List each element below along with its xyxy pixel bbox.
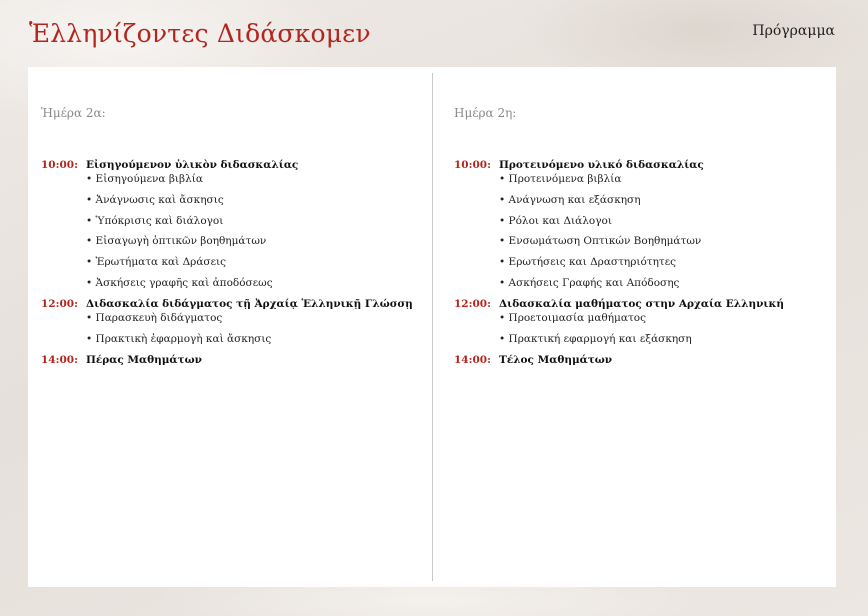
session-time: 10:00: bbox=[454, 159, 491, 171]
session-items bbox=[499, 172, 834, 290]
page-title: Ἑλληνίζοντες Διδάσκομεν bbox=[29, 19, 371, 48]
session-title: Διδασκαλία διδάγματος τῇ Ἀρχαίᾳ Ἑλληνικῇ Γλώσσῃ bbox=[86, 297, 413, 310]
schedule-session bbox=[41, 158, 421, 290]
session-title: Πέρας Μαθημάτων bbox=[86, 353, 202, 366]
list-item: • Προτεινόμενα βιβλία bbox=[499, 172, 834, 186]
session-list bbox=[41, 158, 421, 374]
day-heading: Ἡμέρα 2α: bbox=[41, 106, 106, 120]
session-title: Τέλος Μαθημάτων bbox=[499, 353, 613, 366]
session-title: Διδασκαλία μαθήματος στην Αρχαία Ελληνική bbox=[499, 297, 785, 310]
schedule-session bbox=[454, 158, 834, 290]
session-body bbox=[86, 158, 421, 290]
list-item: • Προετοιμασία μαθήματος bbox=[499, 311, 834, 325]
column-divider bbox=[432, 73, 433, 581]
list-item: • Ερωτήσεις και Δραστηριότητες bbox=[499, 255, 834, 269]
session-title: Προτεινόμενο υλικό διδασκαλίας bbox=[499, 159, 704, 171]
session-time: 10:00: bbox=[41, 159, 78, 171]
session-time: 14:00: bbox=[454, 353, 491, 366]
schedule-session bbox=[41, 297, 421, 346]
list-item: • Εἰσηγούμενα βιβλία bbox=[86, 172, 421, 186]
list-item: • Ἀνάγνωσις καὶ ἄσκησις bbox=[86, 193, 421, 207]
list-item: • Ἐρωτήματα καὶ Δράσεις bbox=[86, 255, 421, 269]
session-body bbox=[499, 158, 834, 290]
schedule-sheet bbox=[28, 67, 836, 587]
list-item: • Πρακτικὴ ἐφαρμογὴ καὶ ἄσκησις bbox=[86, 332, 421, 346]
list-item: • Ρόλοι και Διάλογοι bbox=[499, 214, 834, 228]
list-item: • Ασκήσεις Γραφής και Απόδοσης bbox=[499, 276, 834, 290]
session-body bbox=[86, 297, 421, 346]
list-item: • Πρακτική εφαρμογή και εξάσκηση bbox=[499, 332, 834, 346]
list-item: • Ενσωμάτωση Οπτικών Βοηθημάτων bbox=[499, 234, 834, 248]
session-time: 12:00: bbox=[454, 297, 491, 310]
session-items bbox=[86, 172, 421, 290]
schedule-session bbox=[454, 353, 834, 367]
list-item: • Ανάγνωση και εξάσκηση bbox=[499, 193, 834, 207]
session-items bbox=[86, 311, 421, 346]
session-time: 12:00: bbox=[41, 297, 78, 310]
session-body bbox=[499, 297, 834, 346]
session-time: 14:00: bbox=[41, 353, 78, 366]
session-items bbox=[499, 311, 834, 346]
session-title: Εἰσηγούμενον ὑλικὸν διδασκαλίας bbox=[86, 159, 299, 171]
session-body bbox=[86, 353, 421, 367]
list-item: • Ἀσκήσεις γραφῆς καὶ ἀποδόσεως bbox=[86, 276, 421, 290]
page-subtitle: Πρόγραμμα bbox=[752, 23, 835, 39]
session-list bbox=[454, 158, 834, 374]
schedule-session bbox=[41, 353, 421, 367]
list-item: • Εἰσαγωγὴ ὀπτικῶν βοηθημάτων bbox=[86, 234, 421, 248]
list-item: • Παρασκευὴ διδάγματος bbox=[86, 311, 421, 325]
list-item: • Ὑπόκρισις καὶ διάλογοι bbox=[86, 214, 421, 228]
day-heading: Ημέρα 2η: bbox=[454, 106, 517, 120]
session-body bbox=[499, 353, 834, 367]
schedule-session bbox=[454, 297, 834, 346]
